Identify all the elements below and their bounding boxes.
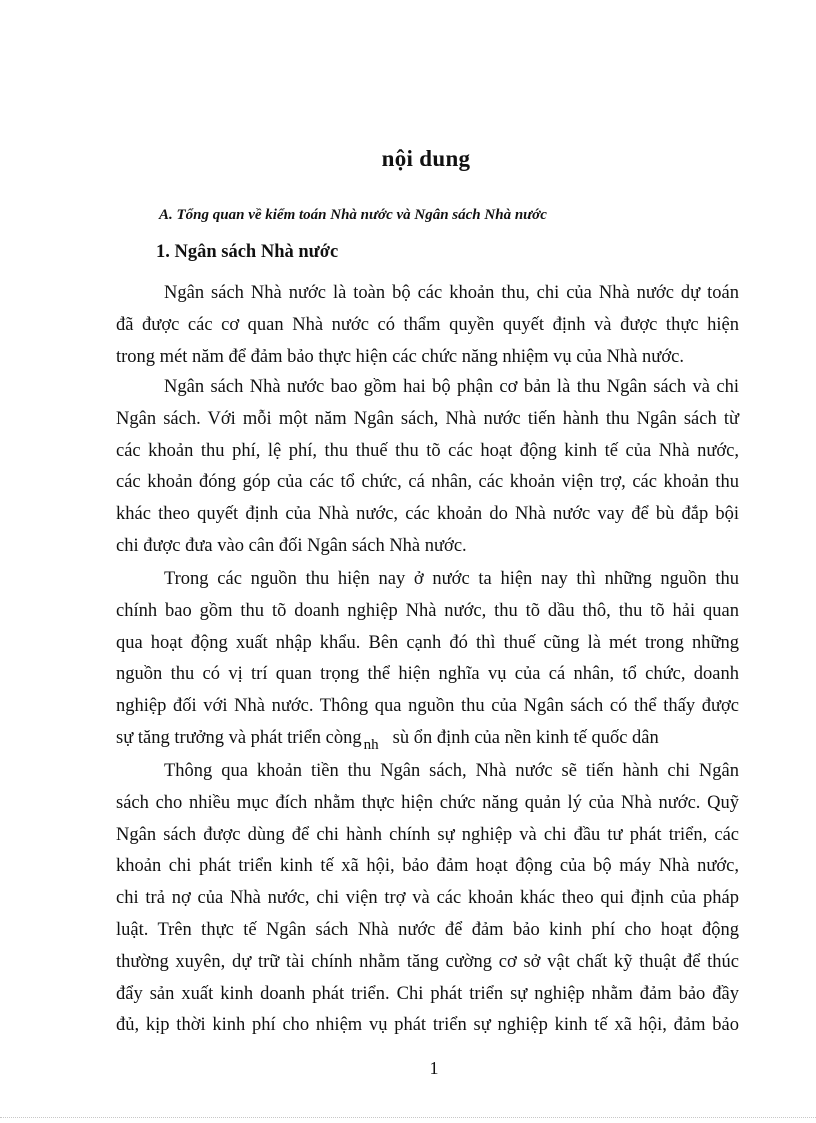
paragraph-line: luật. Trên thực tế Ngân sách Nhà nước để đảm bảo kinh phí cho hoạt động [116, 919, 739, 940]
paragraph-line: Ngân sách Nhà nước bao gồm hai bộ phận cơ bản là thu Ngân sách và chi [164, 377, 739, 397]
section-1-heading: 1. Ngân sách Nhà nước [156, 242, 339, 262]
paragraph-line: khoản chi phát triển kinh tế xã hội, bảo đảm hoạt động của bộ máy Nhà nước, [116, 856, 739, 877]
paragraph-line: đẩy sản xuất kinh doanh phát triển. Chi phát triển sự nghiệp nhằm đảm bảo đầy [116, 983, 739, 1004]
paragraph-line: Ngân sách Nhà nước là toàn bộ các khoản thu, chi của Nhà nước dự toán [164, 283, 739, 303]
paragraph-line: Ngân sách được dùng để chi hành chính sự nghiệp và chi đầu tư phát triển, các [116, 824, 739, 845]
paragraph-line [116, 723, 739, 756]
paragraph-line: khác theo quyết định của Nhà nước, các khoản do Nhà nước vay để bù đắp bội [116, 504, 739, 525]
paragraph-4 [116, 756, 739, 1042]
paragraph-2 [116, 372, 739, 563]
paragraph-line: qua hoạt động xuất nhập khẩu. Bên cạnh đó thì thuế cũng là mét trong những [116, 632, 739, 653]
line-text: sự tăng trưởng và phát triển còng [116, 727, 362, 748]
section-a-heading: A. Tổng quan về kiểm toán Nhà nước và Ngân sách Nhà nước [159, 207, 547, 223]
page-bottom-rule [0, 1117, 816, 1118]
paragraph-line: nguồn thu có vị trí quan trọng thể hiện nghĩa vụ của cá nhân, tổ chức, doanh [116, 664, 739, 685]
page-title: nội dung [381, 146, 471, 171]
paragraph-line: sách cho nhiều mục đích nhằm thực hiện chức năng quản lý của Nhà nước. Quỹ [116, 792, 739, 813]
page-number: 1 [429, 1058, 439, 1078]
paragraph-line: Ngân sách. Với mỗi một năm Ngân sách, Nhà nước tiến hành thu Ngân sách từ [116, 408, 739, 429]
paragraph-line: đã được các cơ quan Nhà nước có thẩm quyền quyết định và được thực hiện [116, 314, 739, 335]
paragraph-line: Trong các nguồn thu hiện nay ở nước ta hiện nay thì những nguồn thu [164, 569, 739, 589]
paragraph-line: chi trả nợ của Nhà nước, chi viện trợ và các khoản khác theo qui định của pháp [116, 888, 739, 909]
paragraph-1 [116, 278, 739, 373]
paragraph-line: trong mét năm để đảm bảo thực hiện các chức năng nhiệm vụ của Nhà nước. [116, 346, 684, 367]
paragraph-line: các khoản thu phí, lệ phí, thu thuế thu tõ các hoạt động kinh tế của Nhà nước, [116, 440, 739, 461]
paragraph-line: chi được đưa vào cân đối Ngân sách Nhà nước. [116, 535, 467, 556]
paragraph-line: nghiệp đối với Nhà nước. Thông qua nguồn thu của Ngân sách có thể thấy được [116, 696, 739, 717]
paragraph-line: đủ, kịp thời kinh phí cho nhiệm vụ phát triển sự nghiệp kinh tế xã hội, đảm bảo [116, 1015, 739, 1036]
paragraph-line: thường xuyên, dự trữ tài chính nhằm tăng cường cơ sở vật chất kỹ thuật để thúc [116, 951, 739, 972]
paragraph-line: chính bao gồm thu tõ doanh nghiệp Nhà nước, thu tõ dầu thô, thu tõ hải quan [116, 600, 739, 621]
line-text: sù ổn định của nền kinh tế quốc dân [392, 727, 659, 748]
paragraph-line: các khoản đóng góp của các tổ chức, cá nhân, các khoản viện trợ, các khoản thu [116, 472, 739, 493]
paragraph-3 [116, 564, 739, 756]
subscript-fragment: nh [363, 736, 379, 753]
paragraph-line: Thông qua khoản tiền thu Ngân sách, Nhà nước sẽ tiến hành chi Ngân [164, 761, 739, 781]
